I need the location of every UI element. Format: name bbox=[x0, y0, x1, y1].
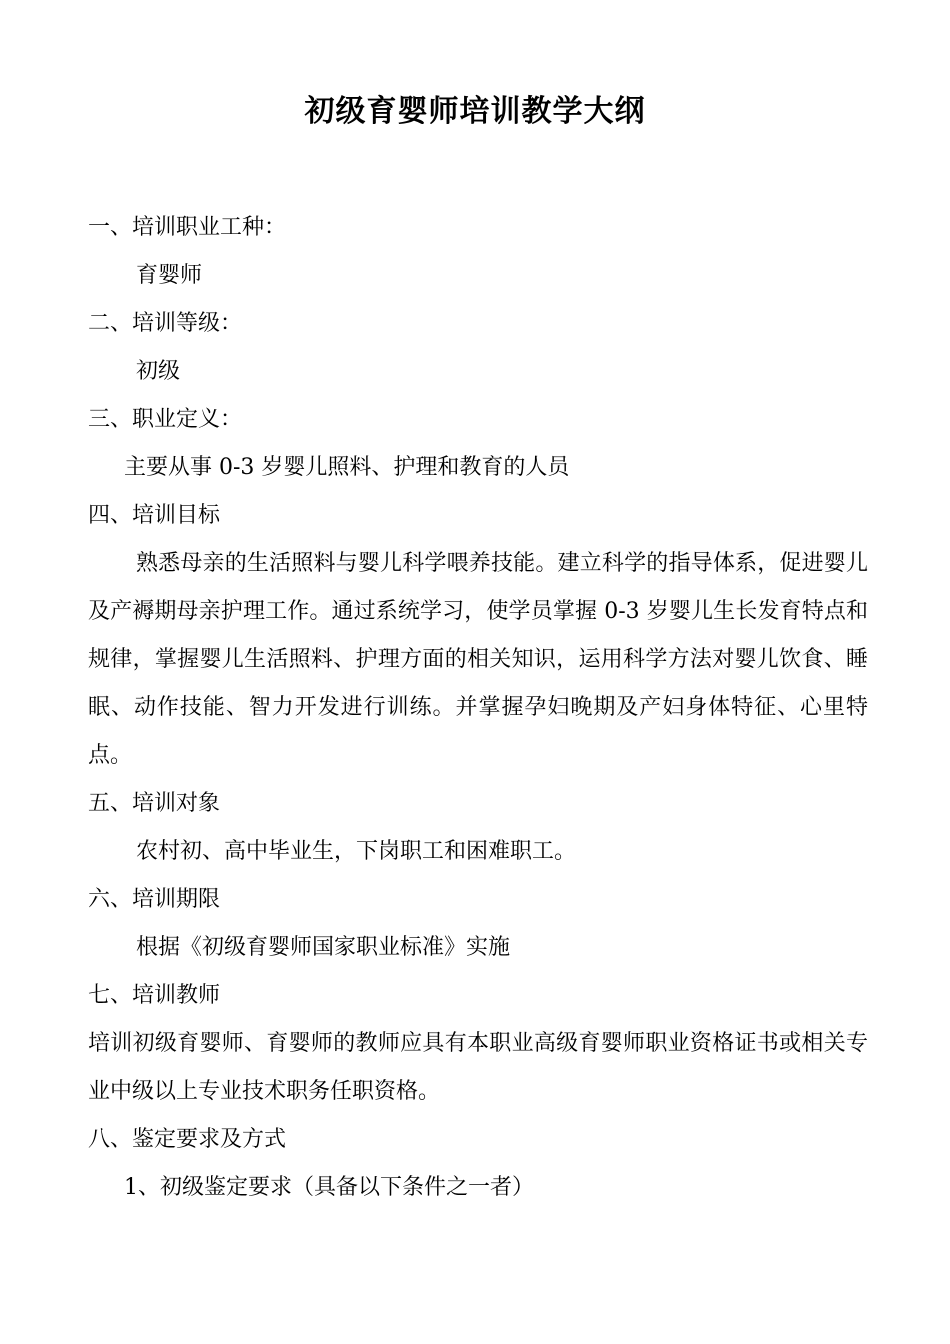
section-heading-6: 六、培训期限 bbox=[88, 887, 221, 912]
section-heading-7: 七、培训教师 bbox=[88, 983, 221, 1008]
section-heading-3: 三、职业定义： bbox=[88, 407, 243, 432]
section-body-1: 育婴师 bbox=[136, 263, 203, 288]
document-body bbox=[88, 204, 868, 1212]
section-heading-2: 二、培训等级： bbox=[88, 311, 243, 336]
document-title: 初级育婴师培训教学大纲 bbox=[304, 94, 646, 129]
section-body-3: 主要从事 0-3 岁婴儿照料、护理和教育的人员 bbox=[124, 455, 570, 480]
section-heading-5: 五、培训对象 bbox=[88, 791, 221, 816]
section-body-7: 培训初级育婴师、育婴师的教师应具有本职业高级育婴师职业资格证书或相关专业中级以上专业技术职务任职资格。 bbox=[88, 1031, 868, 1104]
section-body-8: 1、初级鉴定要求（具备以下条件之一者） bbox=[124, 1175, 534, 1200]
section-body-4: 熟悉母亲的生活照料与婴儿科学喂养技能。建立科学的指导体系，促进婴儿及产褥期母亲护理工作。通过系统学习，使学员掌握 0-3 岁婴儿生长发育特点和规律，掌握婴儿生活照料、护理方面的相关知识，运用科学方法对婴儿饮食、睡眠、动作技能、智力开发进行训练。并掌握孕妇晚期及产妇身体特征、心里特点。 bbox=[88, 551, 868, 768]
section-heading-1: 一、培训职业工种： bbox=[88, 215, 287, 240]
section-heading-4: 四、培训目标 bbox=[88, 503, 221, 528]
section-heading-8: 八、鉴定要求及方式 bbox=[88, 1127, 287, 1152]
section-body-5: 农村初、高中毕业生，下岗职工和困难职工。 bbox=[136, 839, 577, 864]
section-body-6: 根据《初级育婴师国家职业标准》实施 bbox=[136, 935, 511, 960]
section-body-2: 初级 bbox=[136, 359, 181, 384]
